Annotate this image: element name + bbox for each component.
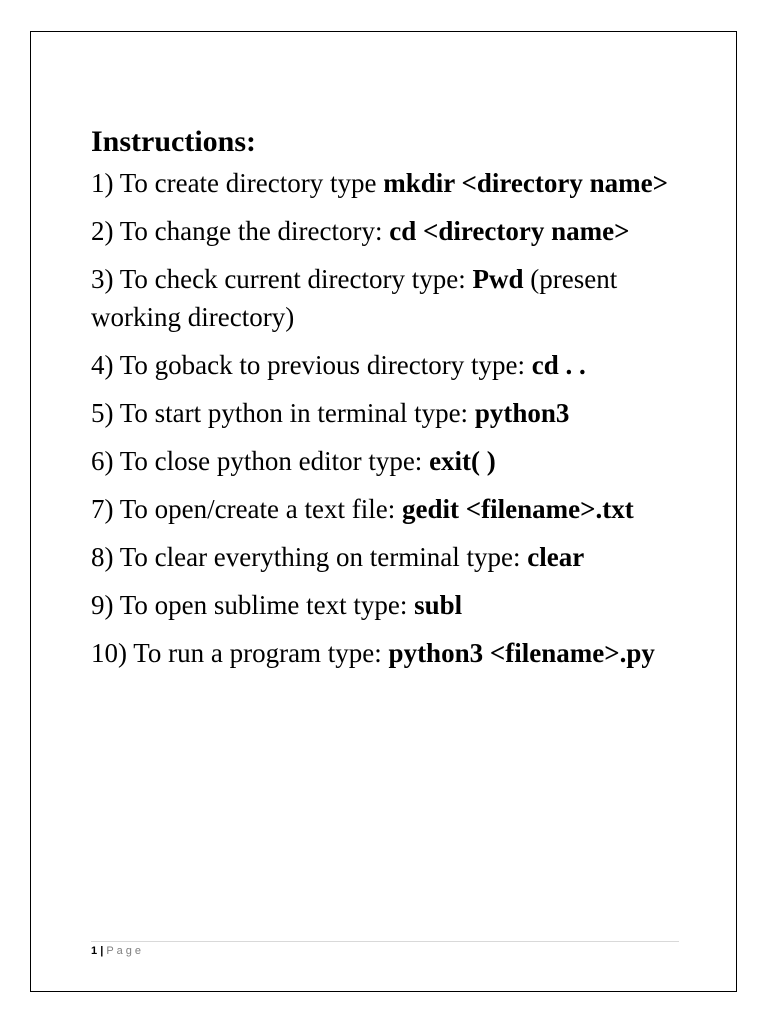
instruction-item-1: [91, 164, 691, 202]
instruction-command: python3 <filename>.py: [388, 638, 655, 668]
instruction-text: 5) To start python in terminal type:: [91, 398, 475, 428]
instruction-text: 10) To run a program type:: [91, 638, 389, 668]
instruction-text: 1) To create directory type: [91, 168, 384, 198]
instruction-text: 4) To goback to previous directory type:: [91, 350, 532, 380]
instruction-text: 9) To open sublime text type:: [91, 590, 415, 620]
instruction-item-3: [91, 260, 691, 336]
instruction-command: Pwd: [472, 264, 524, 294]
instruction-item-6: [91, 442, 691, 480]
instruction-command: cd . .: [531, 350, 586, 380]
instruction-command: clear: [527, 542, 585, 572]
instruction-text: 3) To check current directory type:: [91, 264, 473, 294]
instruction-text: 6) To close python editor type:: [91, 446, 430, 476]
instruction-item-9: [91, 586, 691, 624]
footer-divider: [91, 941, 679, 942]
instruction-item-10: [91, 634, 691, 672]
instruction-command: mkdir <directory name>: [383, 168, 668, 198]
document-page: [30, 31, 737, 992]
instruction-command: exit( ): [429, 446, 496, 476]
instruction-command: python3: [474, 398, 570, 428]
page-footer: [91, 944, 144, 958]
footer-separator: |: [100, 945, 104, 957]
page-number: 1: [91, 945, 98, 957]
instruction-text: 2) To change the directory:: [91, 216, 390, 246]
instruction-command: cd <directory name>: [389, 216, 630, 246]
instruction-note: (present working directory): [91, 264, 618, 332]
instruction-item-8: [91, 538, 691, 576]
instruction-command: gedit <filename>.txt: [401, 494, 634, 524]
instructions-block: [91, 122, 691, 682]
instruction-text: 7) To open/create a text file:: [91, 494, 402, 524]
instruction-item-5: [91, 394, 691, 432]
instruction-item-2: [91, 212, 691, 250]
page-label: Page: [106, 945, 145, 957]
instruction-item-7: [91, 490, 691, 528]
instruction-text: 8) To clear everything on terminal type:: [91, 542, 528, 572]
page-heading: Instructions:: [91, 125, 257, 158]
instruction-item-4: [91, 346, 691, 384]
instruction-command: subl: [414, 590, 463, 620]
